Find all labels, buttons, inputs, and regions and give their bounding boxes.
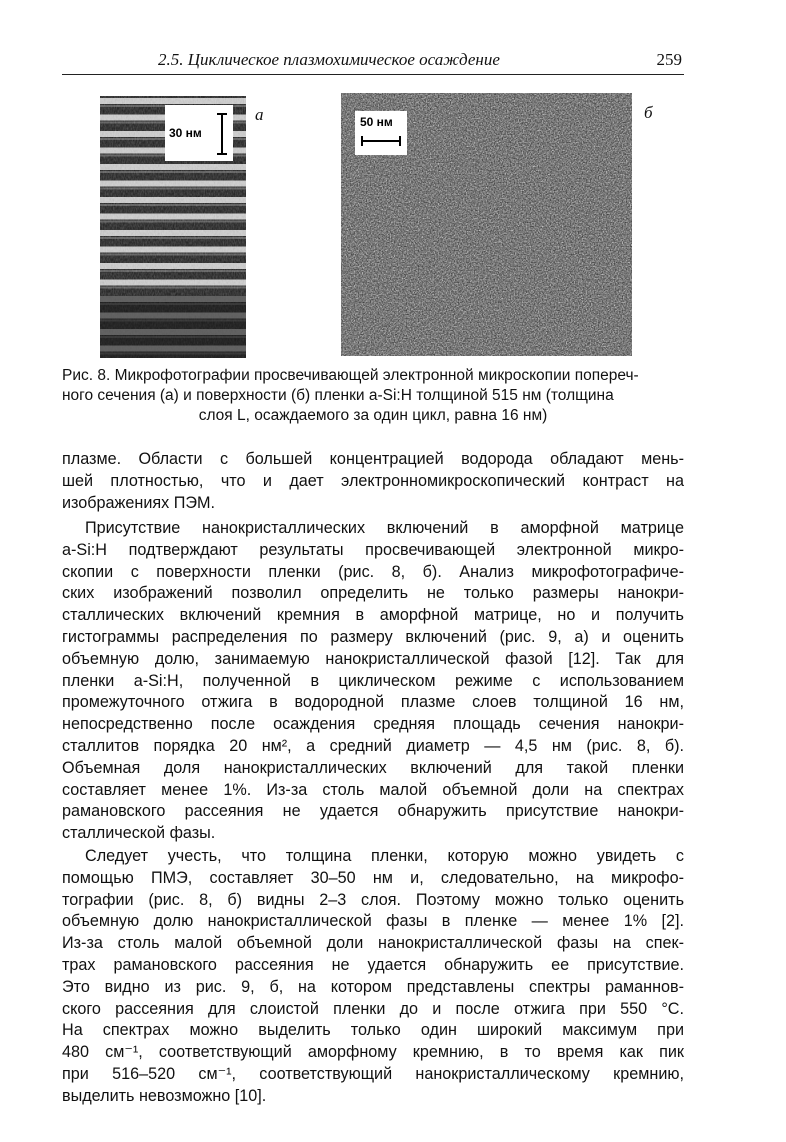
- text-line: пленки a-Si:H, полученной в циклическом режиме с использованием: [62, 671, 684, 690]
- scale-bar-a-label: 30 нм: [169, 126, 202, 140]
- text-line: На спектрах можно выделить только один широкий максимум при: [62, 1021, 684, 1040]
- text-line: выделить невозможно [10].: [62, 1086, 267, 1105]
- paragraph-3: [62, 846, 684, 1108]
- text-line: непосредственно после осаждения средняя площадь сечения нанокри-: [62, 715, 684, 734]
- text-line: сталлических включений кремния в аморфной матрице, но и получить: [62, 606, 684, 625]
- scale-bar-a: [165, 105, 233, 161]
- text-line: тографии (рис. 8, б) видны 2–3 слоя. Поэтому можно только оценить: [62, 890, 684, 909]
- page-number: 259: [656, 50, 682, 69]
- running-head: [62, 46, 684, 75]
- text-line: Следует учесть, что толщина пленки, которую можно увидеть с: [85, 847, 684, 865]
- panel-label-b: б: [644, 103, 653, 122]
- text-line: ского рассеяния для слоистой пленки до и после отжига при 550 °С.: [62, 999, 684, 1018]
- micrograph-cross-section: [100, 96, 246, 358]
- text-line: объемную долю, занимаемую нанокристаллической фазой [12]. Так для: [62, 649, 684, 668]
- text-line: Присутствие нанокристаллических включений в аморфной матрице: [85, 519, 684, 537]
- panel-label-a: а: [255, 105, 264, 124]
- scale-bar-b-label: 50 нм: [360, 115, 393, 129]
- text-line: a-Si:H подтверждают результаты просвечивающей электронной микро-: [62, 540, 684, 559]
- scale-bar-a-line: [221, 113, 223, 155]
- caption-line: ного сечения (а) и поверхности (б) пленки a-Si:H толщиной 515 нм (толщина: [62, 387, 614, 404]
- paragraph-2: [62, 518, 684, 845]
- paragraph-1: [62, 449, 684, 514]
- figure-caption: [62, 366, 684, 426]
- text-line: 480 см⁻¹, соответствующий аморфному кремнию, в то время как пик: [62, 1043, 684, 1062]
- text-line: составляет менее 1%. Из-за столь малой объемной доли на спектрах: [62, 780, 684, 799]
- caption-line: слоя L, осаждаемого за один цикл, равна 16 нм): [198, 407, 548, 424]
- scale-bar-b-line: [361, 140, 401, 142]
- text-line: плазме. Области с большей концентрацией водорода обладают мень-: [62, 450, 684, 468]
- text-line: изображениях ПЭМ.: [62, 493, 215, 512]
- text-line: сталлической фазы.: [62, 824, 216, 843]
- scale-bar-b: [355, 111, 407, 155]
- micrograph-surface: [341, 93, 632, 356]
- text-line: гистограммы распределения по размеру включений (рис. 9, а) и оценить: [62, 627, 684, 646]
- caption-line: Рис. 8. Микрофотографии просвечивающей электронной микроскопии попереч-: [62, 367, 639, 384]
- text-line: промежуточного отжига в водородной плазме слоев толщиной 16 нм,: [62, 693, 684, 712]
- text-line: Объемная доля нанокристаллических включений для такой пленки: [62, 758, 684, 777]
- text-line: при 516–520 см⁻¹, соответствующий нанокристаллическому кремнию,: [62, 1064, 684, 1083]
- text-line: Из-за столь малой объемной доли нанокристаллической фазы на спек-: [62, 934, 684, 953]
- text-line: Это видно из рис. 9, б, на котором представлены спектры раманнов-: [62, 977, 684, 996]
- text-line: рамановского рассеяния не удается обнаружить присутствие нанокри-: [62, 802, 684, 821]
- text-line: скопии с поверхности пленки (рис. 8, б). Анализ микрофотографиче-: [62, 562, 684, 581]
- text-line: сталлитов порядка 20 нм², а средний диаметр — 4,5 нм (рис. 8, б).: [62, 736, 684, 755]
- text-line: объемную долю нанокристаллической фазы в пленке — менее 1% [2].: [62, 912, 684, 931]
- text-line: ских изображений позволил определить не только размеры нанокри-: [62, 584, 684, 603]
- text-line: шей плотностью, что и дает электронномикроскопический контраст на: [62, 471, 684, 490]
- text-line: помощью ПМЭ, составляет 30–50 нм и, следовательно, на микрофо-: [62, 868, 684, 887]
- text-line: трах рамановского рассеяния не удается обнаружить ее присутствие.: [62, 955, 684, 974]
- running-head-title: 2.5. Циклическое плазмохимическое осаждение: [158, 50, 500, 69]
